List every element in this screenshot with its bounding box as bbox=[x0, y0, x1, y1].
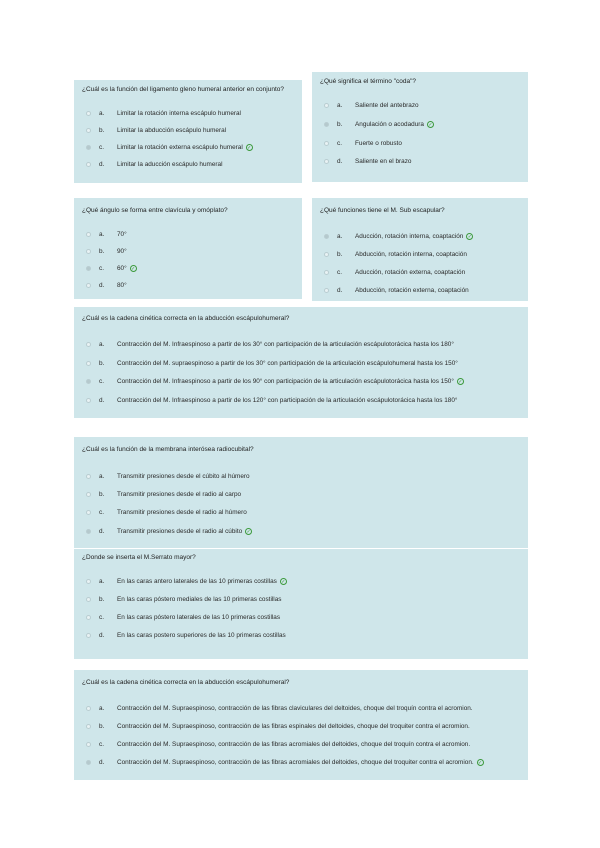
option-b[interactable]: b. Contracción del M. Supraespinoso, contracción de las fibras espinales del deltoides, choque del troquiter contra el acromion. bbox=[86, 723, 470, 730]
radio-button[interactable] bbox=[86, 249, 91, 254]
radio-button[interactable] bbox=[86, 128, 91, 133]
option-a[interactable]: a. 70° bbox=[86, 231, 127, 238]
option-c[interactable]: c. Aducción, rotación externa, coaptación bbox=[324, 269, 465, 276]
option-b[interactable]: b. Abducción, rotación interna, coaptación bbox=[324, 251, 467, 258]
radio-button[interactable] bbox=[324, 270, 329, 275]
option-d[interactable]: d. Transmitir presiones desde el radio al cúbito ✓ bbox=[86, 528, 252, 535]
option-d[interactable]: d. Limitar la aducción escápulo humeral bbox=[86, 161, 223, 168]
option-b[interactable]: b. Transmitir presiones desde el radio al carpo bbox=[86, 491, 241, 498]
question-text: ¿Donde se inserta el M.Serrato mayor? bbox=[82, 554, 196, 561]
option-a[interactable]: a. Saliente del antebrazo bbox=[324, 102, 419, 109]
option-c[interactable]: c. Contracción del M. Infraespinoso a partir de los 90° con participación de la articulación escápulotorácica hasta los 150° ✓ bbox=[86, 378, 464, 385]
radio-button[interactable] bbox=[86, 492, 91, 497]
radio-button[interactable] bbox=[86, 398, 91, 403]
radio-button[interactable] bbox=[86, 111, 91, 116]
question-text: ¿Cuál es la cadena cinética correcta en la abducción escápulohumeral? bbox=[82, 679, 290, 686]
option-a[interactable]: a. Contracción del M. Supraespinoso, contracción de las fibras claviculares del deltoides, choque del troquín contra el acromion. bbox=[86, 705, 473, 712]
question-card-8 bbox=[74, 670, 528, 780]
option-d[interactable]: d. Saliente en el brazo bbox=[324, 158, 412, 165]
option-a[interactable]: a. En las caras antero laterales de las 10 primeras costillas ✓ bbox=[86, 578, 287, 585]
radio-button[interactable] bbox=[86, 633, 91, 638]
radio-button[interactable] bbox=[86, 283, 91, 288]
option-a[interactable]: a. Aducción, rotación interna, coaptación ✓ bbox=[324, 233, 473, 240]
correct-check-icon: ✓ bbox=[247, 145, 252, 151]
option-d[interactable]: d. En las caras postero superiores de las 10 primeras costillas bbox=[86, 632, 286, 639]
option-c[interactable]: c. Limitar la rotación externa escápulo humeral ✓ bbox=[86, 144, 253, 151]
radio-button[interactable] bbox=[86, 361, 91, 366]
radio-button[interactable] bbox=[86, 742, 91, 747]
option-d[interactable]: d. 80° bbox=[86, 282, 127, 289]
question-card-3 bbox=[74, 198, 302, 299]
radio-button[interactable] bbox=[86, 162, 91, 167]
option-a[interactable]: a. Transmitir presiones desde el cúbito al húmero bbox=[86, 473, 250, 480]
question-text: ¿Qué significa el término "coda"? bbox=[320, 78, 417, 85]
option-d[interactable]: d. Contracción del M. Infraespinoso a partir de los 120° con participación de la articulación escápulotorácica hasta los 180° bbox=[86, 397, 457, 404]
question-card-7 bbox=[74, 549, 528, 659]
question-card-2 bbox=[312, 72, 528, 182]
radio-button[interactable] bbox=[86, 474, 91, 479]
radio-button[interactable] bbox=[324, 288, 329, 293]
radio-button[interactable] bbox=[86, 510, 91, 515]
option-b[interactable]: b. En las caras póstero mediales de las 10 primeras costillas bbox=[86, 596, 281, 603]
question-text: ¿Cuál es la función de la membrana interósea radiocubital? bbox=[82, 446, 254, 453]
radio-button[interactable] bbox=[324, 159, 329, 164]
option-c[interactable]: c. Transmitir presiones desde el radio al húmero bbox=[86, 509, 247, 516]
option-c[interactable]: c. Fuerte o robusto bbox=[324, 140, 402, 147]
question-card-4 bbox=[312, 198, 528, 301]
option-a[interactable]: a. Contracción del M. Infraespinoso a partir de los 30° con participación de la articulación escápulotorácica hasta los 180° bbox=[86, 341, 454, 348]
option-b[interactable]: b. Contracción del M. supraespinoso a partir de los 30° con participación de la articulación escápulohumeral hasta los 150° bbox=[86, 360, 458, 367]
option-c[interactable]: c. 60° ✓ bbox=[86, 265, 137, 272]
option-b[interactable]: b. Limitar la abducción escápulo humeral bbox=[86, 127, 226, 134]
radio-button[interactable] bbox=[86, 232, 91, 237]
option-d[interactable]: d. Contracción del M. Supraespinoso, contracción de las fibras acromiales del deltoides, choque del troquiter contra el acromion. ✓ bbox=[86, 759, 484, 766]
question-text: ¿Cuál es la función del ligamento gleno humeral anterior en conjunto? bbox=[82, 86, 284, 93]
correct-check-icon: ✓ bbox=[478, 760, 483, 766]
correct-check-icon: ✓ bbox=[467, 234, 472, 240]
question-text: ¿Qué funciones tiene el M. Sub escapular? bbox=[320, 207, 445, 214]
correct-check-icon: ✓ bbox=[458, 379, 463, 385]
question-text: ¿Qué ángulo se forma entre clavícula y omóplato? bbox=[82, 207, 228, 214]
radio-button[interactable] bbox=[324, 252, 329, 257]
option-b[interactable]: b. 90° bbox=[86, 248, 127, 255]
correct-check-icon: ✓ bbox=[246, 529, 251, 535]
radio-button[interactable] bbox=[324, 141, 329, 146]
radio-button[interactable] bbox=[324, 103, 329, 108]
question-card-1 bbox=[74, 80, 302, 183]
radio-button-selected[interactable] bbox=[86, 529, 91, 534]
option-c[interactable]: c. En las caras póstero laterales de las 10 primeras costillas bbox=[86, 614, 280, 621]
radio-button-selected[interactable] bbox=[86, 760, 91, 765]
radio-button[interactable] bbox=[86, 724, 91, 729]
option-c[interactable]: c. Contracción del M. Supraespinoso, contracción de las fibras acromiales del deltoides, choque del troquín contra el acromion. bbox=[86, 741, 470, 748]
question-text: ¿Cuál es la cadena cinética correcta en la abducción escápulohumeral? bbox=[82, 315, 290, 322]
option-d[interactable]: d. Abducción, rotación externa, coaptación bbox=[324, 287, 469, 294]
radio-button[interactable] bbox=[86, 615, 91, 620]
radio-button-selected[interactable] bbox=[86, 145, 91, 150]
radio-button-selected[interactable] bbox=[324, 234, 329, 239]
option-b[interactable]: b. Angulación o acodadura ✓ bbox=[324, 121, 434, 128]
radio-button-selected[interactable] bbox=[86, 379, 91, 384]
question-card-5 bbox=[74, 307, 528, 418]
radio-button-selected[interactable] bbox=[86, 266, 91, 271]
correct-check-icon: ✓ bbox=[428, 122, 433, 128]
correct-check-icon: ✓ bbox=[281, 579, 286, 585]
radio-button[interactable] bbox=[86, 579, 91, 584]
radio-button[interactable] bbox=[86, 706, 91, 711]
radio-button[interactable] bbox=[86, 342, 91, 347]
correct-check-icon: ✓ bbox=[131, 266, 136, 272]
question-card-6 bbox=[74, 437, 528, 548]
radio-button[interactable] bbox=[86, 597, 91, 602]
radio-button-selected[interactable] bbox=[324, 122, 329, 127]
option-a[interactable]: a. Limitar la rotación interna escápulo humeral bbox=[86, 110, 241, 117]
